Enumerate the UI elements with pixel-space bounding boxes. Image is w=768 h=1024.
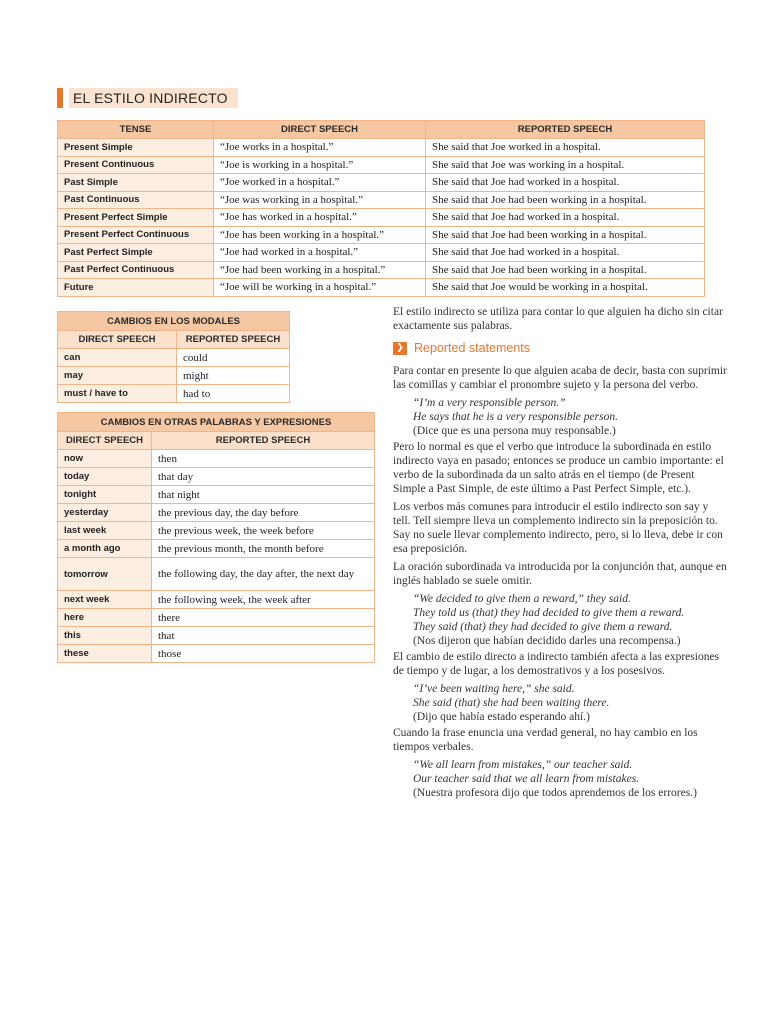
- tense-cell: Present Continuous: [58, 156, 214, 174]
- expr-header-direct: DIRECT SPEECH: [58, 432, 152, 450]
- direct-speech-cell: “Joe has been working in a hospital.”: [214, 226, 426, 244]
- modal-direct-cell: can: [58, 349, 177, 367]
- reported-speech-cell: She said that Joe had been working in a hospital.: [426, 191, 705, 209]
- header-direct-speech: DIRECT SPEECH: [214, 121, 426, 139]
- expr-direct-cell: yesterday: [58, 504, 152, 522]
- paragraph-2: Pero lo normal es que el verbo que introduce la subordinada en estilo indirecto vaya en pasado; entonces se produce un cambio importante: el verbo de la subordinada da un salto atrás en el tiempo (de Present Simple a Past Simple, de este último a Past Perfect Simple, etc.).: [393, 441, 724, 495]
- example-line: They told us (that) they had decided to give them a reward.: [413, 607, 685, 619]
- header-tense: TENSE: [58, 121, 214, 139]
- table-row: [58, 609, 375, 627]
- expression-changes-table: [57, 412, 375, 663]
- example-translation: (Dice que es una persona muy responsable.): [413, 425, 616, 437]
- reported-speech-cell: She said that Joe had been working in a hospital.: [426, 261, 705, 279]
- paragraph-5: El cambio de estilo directo a indirecto también afecta a las expresiones de tiempo y de lugar, a los demostrativos y a los posesivos.: [393, 651, 720, 677]
- direct-speech-cell: “Joe worked in a hospital.”: [214, 174, 426, 192]
- expr-reported-cell: then: [152, 450, 375, 468]
- modal-reported-cell: could: [177, 349, 290, 367]
- table-row: [58, 191, 705, 209]
- table-row: [58, 540, 375, 558]
- example-block-3: [393, 682, 728, 724]
- table-row: [58, 209, 705, 227]
- table-row: [58, 261, 705, 279]
- tense-cell: Present Perfect Continuous: [58, 226, 214, 244]
- direct-speech-cell: “Joe is working in a hospital.”: [214, 156, 426, 174]
- expr-reported-cell: the previous day, the day before: [152, 504, 375, 522]
- table-row: [58, 591, 375, 609]
- tense-table-header: [58, 121, 705, 139]
- table-row: [58, 468, 375, 486]
- example-block-1: [393, 396, 728, 438]
- expr-reported-cell: that day: [152, 468, 375, 486]
- modal-direct-cell: may: [58, 367, 177, 385]
- example-line: He says that he is a very responsible person.: [413, 411, 618, 423]
- paragraph-1: Para contar en presente lo que alguien acaba de decir, basta con suprimir las comillas y cambiar el pronombre sujeto y la persona del verbo.: [393, 365, 727, 391]
- modal-changes-table: [57, 311, 290, 403]
- example-block-2: [393, 592, 728, 648]
- intro-paragraph: El estilo indirecto se utiliza para contar lo que alguien ha dicho sin citar exactamente sus palabras.: [393, 306, 723, 332]
- expr-table-title: CAMBIOS EN OTRAS PALABRAS Y EXPRESIONES: [58, 413, 375, 432]
- expr-reported-cell: the previous week, the week before: [152, 522, 375, 540]
- example-line: “I’ve been waiting here,” she said.: [413, 683, 575, 695]
- page-title: [57, 88, 238, 108]
- expr-direct-cell: these: [58, 645, 152, 663]
- tense-table: [57, 120, 705, 297]
- expr-reported-cell: the following week, the week after: [152, 591, 375, 609]
- expr-reported-cell: the following day, the day after, the next day: [152, 558, 375, 591]
- paragraph-6: Cuando la frase enuncia una verdad general, no hay cambio en los tiempos verbales.: [393, 727, 698, 753]
- example-block-4: [393, 758, 728, 800]
- example-translation: (Nos dijeron que habían decidido darles una recompensa.): [413, 635, 681, 647]
- section-title: Reported statements: [414, 341, 531, 355]
- direct-speech-cell: “Joe has worked in a hospital.”: [214, 209, 426, 227]
- modal-header-direct: DIRECT SPEECH: [58, 331, 177, 349]
- table-row: [58, 645, 375, 663]
- table-row: [58, 367, 290, 385]
- direct-speech-cell: “Joe will be working in a hospital.”: [214, 279, 426, 297]
- table-row: [58, 504, 375, 522]
- expr-direct-cell: tomorrow: [58, 558, 152, 591]
- header-reported-speech: REPORTED SPEECH: [426, 121, 705, 139]
- expr-direct-cell: this: [58, 627, 152, 645]
- paragraph-3: Los verbos más comunes para introducir el estilo indirecto son say y tell. Tell siempre lleva un complemento indirecto sin la preposición to. Say no suele llevar complemento indirecto, pero, si lo lleva, debe ir con esa preposición.: [393, 501, 723, 555]
- expr-direct-cell: a month ago: [58, 540, 152, 558]
- modal-table-title: CAMBIOS EN LOS MODALES: [58, 312, 290, 331]
- reported-speech-cell: She said that Joe had worked in a hospital.: [426, 244, 705, 262]
- reported-speech-cell: She said that Joe was working in a hospital.: [426, 156, 705, 174]
- example-translation: (Dijo que había estado esperando ahí.): [413, 711, 590, 723]
- modal-reported-cell: might: [177, 367, 290, 385]
- table-row: [58, 450, 375, 468]
- table-row: [58, 244, 705, 262]
- expr-reported-cell: the previous month, the month before: [152, 540, 375, 558]
- tense-cell: Future: [58, 279, 214, 297]
- expr-direct-cell: tonight: [58, 486, 152, 504]
- reported-speech-cell: She said that Joe had worked in a hospital.: [426, 209, 705, 227]
- table-row: [58, 522, 375, 540]
- expr-reported-cell: that night: [152, 486, 375, 504]
- title-accent-bar: [57, 88, 63, 108]
- reported-speech-cell: She said that Joe had been working in a hospital.: [426, 226, 705, 244]
- table-row: [58, 139, 705, 157]
- example-line: She said (that) she had been waiting there.: [413, 697, 610, 709]
- table-row: [58, 226, 705, 244]
- expr-direct-cell: here: [58, 609, 152, 627]
- table-row: [58, 279, 705, 297]
- expr-direct-cell: last week: [58, 522, 152, 540]
- modal-header-reported: REPORTED SPEECH: [177, 331, 290, 349]
- example-line: “We decided to give them a reward,” they said.: [413, 593, 631, 605]
- page-title-text: EL ESTILO INDIRECTO: [69, 88, 238, 108]
- example-line: “We all learn from mistakes,” our teacher said.: [413, 759, 633, 771]
- direct-speech-cell: “Joe had been working in a hospital.”: [214, 261, 426, 279]
- paragraph-4: La oración subordinada va introducida por la conjunción that, aunque en inglés hablado se suele omitir.: [393, 561, 727, 587]
- direct-speech-cell: “Joe had worked in a hospital.”: [214, 244, 426, 262]
- table-row: [58, 385, 290, 403]
- direct-speech-cell: “Joe works in a hospital.”: [214, 139, 426, 157]
- example-line: “I’m a very responsible person.”: [413, 397, 566, 409]
- table-row: [58, 174, 705, 192]
- tense-cell: Past Continuous: [58, 191, 214, 209]
- tense-cell: Past Perfect Continuous: [58, 261, 214, 279]
- tense-cell: Present Perfect Simple: [58, 209, 214, 227]
- tense-cell: Present Simple: [58, 139, 214, 157]
- example-translation: (Nuestra profesora dijo que todos aprendemos de los errores.): [413, 787, 697, 799]
- table-row: [58, 486, 375, 504]
- expr-direct-cell: now: [58, 450, 152, 468]
- direct-speech-cell: “Joe was working in a hospital.”: [214, 191, 426, 209]
- expr-reported-cell: there: [152, 609, 375, 627]
- table-row: [58, 627, 375, 645]
- modal-direct-cell: must / have to: [58, 385, 177, 403]
- table-row: [58, 156, 705, 174]
- reported-speech-cell: She said that Joe would be working in a hospital.: [426, 279, 705, 297]
- expr-reported-cell: those: [152, 645, 375, 663]
- example-line: Our teacher said that we all learn from mistakes.: [413, 773, 640, 785]
- table-row: [58, 558, 375, 591]
- expr-header-reported: REPORTED SPEECH: [152, 432, 375, 450]
- reported-speech-cell: She said that Joe had worked in a hospital.: [426, 174, 705, 192]
- expr-reported-cell: that: [152, 627, 375, 645]
- table-row: [58, 349, 290, 367]
- modal-reported-cell: had to: [177, 385, 290, 403]
- arrow-right-icon: ❯: [393, 342, 407, 355]
- reported-speech-cell: She said that Joe worked in a hospital.: [426, 139, 705, 157]
- tense-cell: Past Perfect Simple: [58, 244, 214, 262]
- explanation-column: [393, 305, 728, 802]
- section-heading: [393, 341, 728, 355]
- expr-direct-cell: today: [58, 468, 152, 486]
- example-line: They said (that) they had decided to give them a reward.: [413, 621, 673, 633]
- tense-cell: Past Simple: [58, 174, 214, 192]
- expr-direct-cell: next week: [58, 591, 152, 609]
